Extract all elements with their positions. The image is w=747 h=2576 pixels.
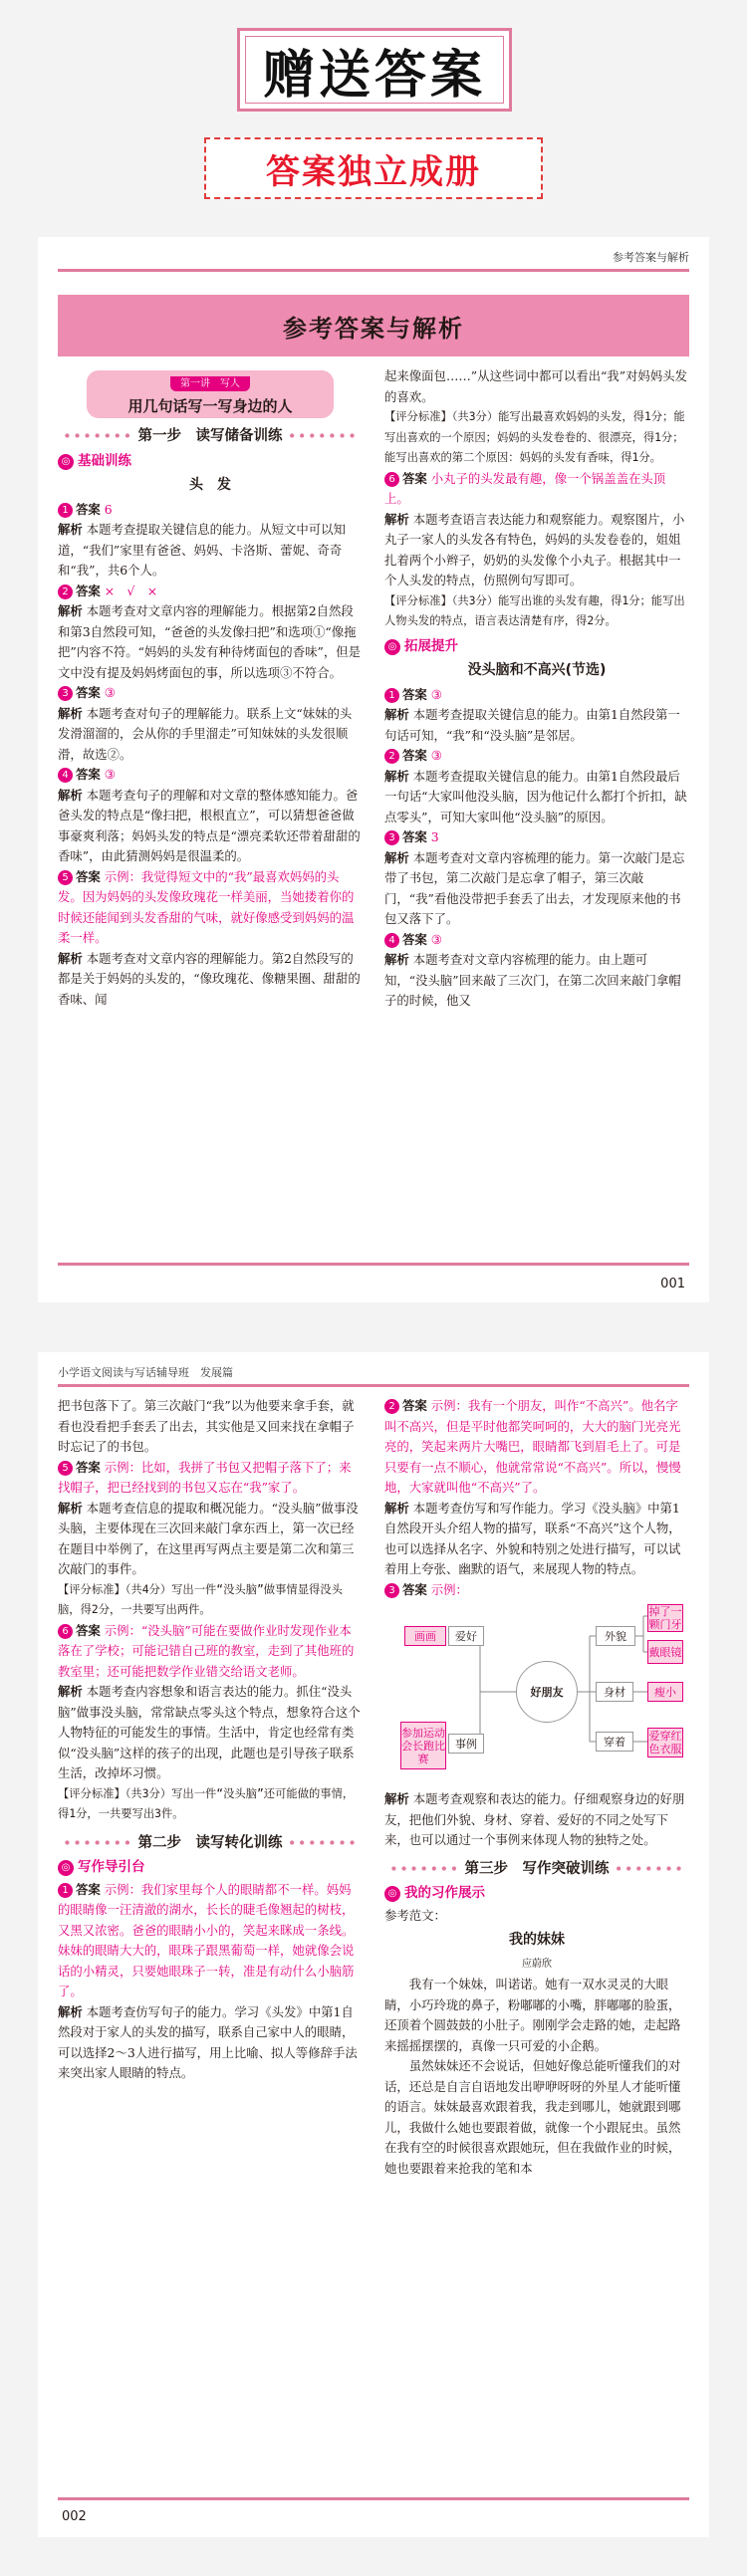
essay-title: 没头脑和不高兴(节选)	[467, 662, 607, 678]
answer-row: 4 答案 ③	[58, 765, 363, 786]
analysis-row: 解析 本题考查内容想象和语言表达的能力。抓住“没头脑”做事没头脑，常常缺点零头这个特点，想象符合这个人物特征的可能发生的事情。生活中，肯定也经常有类似“没头脑”这样的孩子的出现，此题也是引导孩子联系生活，改掉坏习惯。	[58, 1684, 361, 1780]
step-heading: ∙∙∙∙∙∙∙ 第二步 读写转化训练 ∙∙∙∙∙∙∙	[62, 1834, 359, 1851]
chapter-title: 参考答案与解析	[58, 295, 689, 356]
section-icon: ◎	[58, 454, 74, 470]
essay-paragraph: 虽然妹妹还不会说话，但她好像总能听懂我们的对话，还总是自言自语地发出咿咿呀呀的外星人才能听懂的语言。妹妹最喜欢跟着我，我走到哪儿，她就跟到哪儿，我做什么她也要跟着做，就像一个小跟屁虫。虽然在我有空的时候很喜欢跟她玩，但在我做作业的时候，她也要跟着来抢我的笔和本	[384, 2058, 681, 2176]
analysis-row: 解析 本题考查对文章内容的理解能力。根据第2自然段和第3自然段可知，“爸爸的头发像扫把”和选项①“像拖把”内容不符。“妈妈的头发有种待烤面包的香味”，但是文中没有提及妈妈烤面包的事，所以选项③不符合。	[58, 603, 361, 680]
answer-row: 4 答案 ③	[384, 930, 689, 951]
left-column	[58, 366, 363, 1010]
page-number: 002	[62, 2509, 87, 2524]
lesson-title: 用几句话写一写身边的人	[127, 396, 293, 415]
section-extend: ◎ 拓展提升	[384, 636, 689, 657]
analysis-row: 解析 本题考查句子的理解和对文章的整体感知能力。爸爸头发的特点是“像扫把，根根直立”，可以猜想爸爸做事豪爽利落；妈妈头发的特点是“漂亮柔软还带着甜甜的香味”，由此猜测妈妈是很温柔的。	[58, 787, 361, 863]
section-icon: ◎	[384, 639, 400, 655]
mind-map-node: 戴眼镜	[647, 1640, 683, 1664]
gift-title-box	[237, 28, 512, 112]
footer-rule	[58, 2497, 689, 2500]
reference-label: 参考范文：	[384, 1907, 446, 1923]
mind-map-node: 穿着	[596, 1732, 633, 1752]
paragraph: 把书包落下了。第三次敲门“我”以为他要来拿手套，就看也没看把手套丢了出去，其实他是又回来找在拿帽子时忘记了的书包。	[58, 1398, 355, 1454]
mind-map-node: 爱好	[448, 1626, 484, 1646]
mind-map-node: 画画	[404, 1626, 446, 1646]
answer-row: 3 答案 3	[384, 827, 689, 848]
step-heading: ∙∙∙∙∙∙∙ 第三步 写作突破训练 ∙∙∙∙∙∙∙	[388, 1860, 685, 1877]
gift-title: 赠送答案	[262, 45, 486, 106]
answer-row: 5 答案 示例：我觉得短文中的“我”最喜欢妈妈的头发。因为妈妈的头发像玫瑰花一样美丽，当她搂着你的时候还能闻到头发香甜的气味，就好像感受到妈妈的温柔一样。	[58, 868, 355, 945]
page-number: 001	[660, 1277, 685, 1291]
answer-row: 1 答案 示例：我们家里每个人的眼睛都不一样。妈妈的眼睛像一汪清澈的湖水，长长的睫毛像翘起的树枝，又黑又浓密。爸爸的眼睛小小的，笑起来眯成一条线。妹妹的眼睛大大的，眼珠子跟黑葡萄一样，她就像会说话的小精灵，只要她眼珠子一转，准是有动什么小脑筋了。	[58, 1881, 355, 1998]
analysis-row: 解析 本题考查对句子的理解能力。联系上文“妹妹的头发滑溜溜的，会从你的手里溜走”可知妹妹的头发很顺滑，故选②。	[58, 705, 353, 762]
analysis-row: 解析 本题考查信息的提取和概况能力。“没头脑”做事没头脑，主要体现在三次回来敲门拿东西上，第一次已经在题目中举例了，在这里再写两点主要是第二次和第三次敲门的事件。	[58, 1500, 359, 1576]
footer-rule	[58, 1263, 689, 1266]
section-icon: ◎	[58, 1860, 74, 1876]
essay-paragraph: 我有一个妹妹，叫诺诺。她有一双水灵灵的大眼睛，小巧玲珑的鼻子，粉嘟嘟的小嘴，胖嘟嘟的脸蛋，还顶着个圆鼓鼓的小肚子。刚刚学会走路的她，走起路来摇摇摆摆的，真像一只可爱的小企鹅。	[384, 1977, 681, 2053]
right-column	[384, 1396, 689, 2179]
answer-row: 2 答案 × √ ×	[58, 582, 363, 602]
gift-subtitle-box	[204, 137, 543, 199]
answer-row: 1 答案 6	[58, 500, 363, 521]
section-guide: ◎ 写作导引台	[58, 1857, 363, 1878]
lesson-banner	[87, 370, 334, 418]
scoring-criteria: 【评分标准】（共3分）能写出最喜欢妈妈的头发，得1分；能写出喜欢的一个原因；妈妈的头发卷卷的、很漂亮，得1分；能写出喜欢的第二个原因：妈妈的头发有香味，得1分。	[384, 410, 685, 464]
mind-map-center: 好朋友	[516, 1661, 578, 1723]
left-column	[58, 1396, 363, 2084]
mind-map-node: 瘦小	[647, 1682, 683, 1702]
answer-row: 1 答案 ③	[384, 685, 689, 706]
analysis-row: 解析 本题考查提取关键信息的能力。由第1自然段最后一句话“大家叫他没头脑，因为他记什么都打个折扣，缺点零头”，可知大家叫他“没头脑”的原因。	[384, 768, 687, 824]
answer-row: 6 答案 小丸子的头发最有趣，像一个锅盖盖在头顶上。	[384, 470, 666, 506]
analysis-row: 解析 本题考查对文章内容梳理的能力。第一次敲门是忘带了书包，第二次敲门是忘拿了帽子，第三次敲门，“我”看他没带把手套丢了出去，才发现原来他的书包又落下了。	[384, 849, 685, 926]
answer-row: 2 答案 ③	[384, 746, 689, 767]
analysis-row: 解析 本题考查提取关键信息的能力。从短文中可以知道，“我们”家里有爸爸、妈妈、卡洛斯、蕾妮、奇奇和“我”，共6个人。	[58, 522, 346, 578]
mind-map	[400, 1604, 684, 1783]
banner	[0, 0, 747, 227]
analysis-row: 解析 本题考查提取关键信息的能力。由第1自然段第一句话可知，“我”和“没头脑”是邻居。	[384, 707, 680, 743]
gift-subtitle: 答案独立成册	[266, 151, 481, 192]
answer-row: 3 答案 ③	[58, 683, 363, 704]
answer-row: 3 答案 示例：	[384, 1580, 689, 1601]
paragraph: 起来像面包……”从这些词中都可以看出“我”对妈妈头发的喜欢。	[384, 368, 687, 404]
section-basic: ◎ 基础训练	[58, 451, 363, 472]
analysis-row: 解析 本题考查对文章内容的理解能力。第2自然段写的都是关于妈妈的头发的，“像玫瑰花、像糖果圈、甜甜的香味、闻	[58, 950, 361, 1007]
header-rule	[58, 1384, 689, 1387]
right-column	[384, 366, 689, 1012]
mind-map-node: 参加运动会长跑比赛	[400, 1722, 446, 1769]
mind-map-node: 身材	[596, 1682, 633, 1702]
scoring-criteria: 【评分标准】（共3分）写出一件“没头脑”还可能做的事情，得1分，一共要写出3件。	[58, 1786, 355, 1820]
page-002	[38, 1352, 709, 2537]
answer-row: 2 答案 示例：我有一个朋友，叫作“不高兴”。他名字叫不高兴，但是平时他都笑呵呵的，大大的脑门光亮光亮的，笑起来两片大嘴巴，眼睛都飞到眉毛上了。可是只要有一点不顺心，他就常常说“不高兴”。所以，慢慢地，大家就叫他“不高兴”了。	[384, 1398, 681, 1495]
running-head: 参考答案与解析	[613, 251, 689, 264]
analysis-row: 解析 本题考查仿写和写作能力。学习《没头脑》中第1自然段开头介绍人物的描写，联系“不高兴”这个人物，也可以选择从名字、外貌和特别之处进行描写，可以试着用上夸张、幽默的语气，来展现人物的特点。	[384, 1500, 681, 1576]
section-icon: ◎	[384, 1886, 400, 1902]
scoring-criteria: 【评分标准】（共4分）写出一件“没头脑”做事情显得没头脑，得2分，一共要写出两件。	[58, 1582, 343, 1616]
sample-author: 应蔚欣	[522, 1958, 552, 1970]
analysis-row: 解析 本题考查语言表达能力和观察能力。观察图片，小丸子一家人的头发各有特色，妈妈的头发卷卷的，姐姐扎着两个小辫子，奶奶的头发像个小丸子。根据其中一个人头发的特点，仿照例句写即可。	[384, 511, 685, 587]
running-head: 小学语文阅读与写话辅导班 发展篇	[58, 1366, 233, 1379]
analysis-row: 解析 本题考查仿写句子的能力。学习《头发》中第1自然段对于家人的头发的描写，联系自己家中人的眼睛，可以选择2～3人进行描写，用上比喻、拟人等修辞手法来突出家人眼睛的特点。	[58, 2003, 358, 2080]
mind-map-node: 外貌	[596, 1626, 635, 1646]
analysis-row: 解析 本题考查观察和表达的能力。仔细观察身边的好朋友，把他们外貌、身材、穿着、爱好的不同之处写下来，也可以通过一个事例来体现人物的独特之处。	[384, 1791, 685, 1847]
step-heading: ∙∙∙∙∙∙∙ 第一步 读写储备训练 ∙∙∙∙∙∙∙	[62, 428, 359, 444]
page-001	[38, 237, 709, 1302]
lesson-label: 第一讲 写人	[170, 376, 250, 391]
sample-title: 我的妹妹	[509, 1932, 565, 1948]
mind-map-node: 掉了一颗门牙	[648, 1605, 682, 1631]
answer-row: 5 答案 示例：比如，我拼了书包又把帽子落下了；来找帽子，把已经找到的书包又忘在“我”家了。	[58, 1459, 352, 1495]
mind-map-node: 事例	[448, 1734, 484, 1754]
analysis-row: 解析 本题考查对文章内容梳理的能力。由上题可知，“没头脑”回来敲了三次门，在第二次回来敲门拿帽子的时候，他又	[384, 952, 681, 1008]
section-show: ◎ 我的习作展示	[384, 1883, 689, 1904]
scoring-criteria: 【评分标准】（共3分）能写出谁的头发有趣，得1分；能写出人物头发的特点，语言表达清楚有序，得2分。	[384, 593, 685, 627]
mind-map-node: 爱穿红色衣服	[648, 1730, 682, 1756]
header-rule	[58, 269, 689, 272]
sample-essay	[384, 1975, 689, 2179]
answer-row: 6 答案 示例：“没头脑”可能在要做作业时发现作业本落在了学校；可能记错自己班的教室，走到了其他班的教室里；还可能把数学作业错交给语文老师。	[58, 1622, 355, 1679]
essay-title: 头 发	[189, 477, 231, 493]
